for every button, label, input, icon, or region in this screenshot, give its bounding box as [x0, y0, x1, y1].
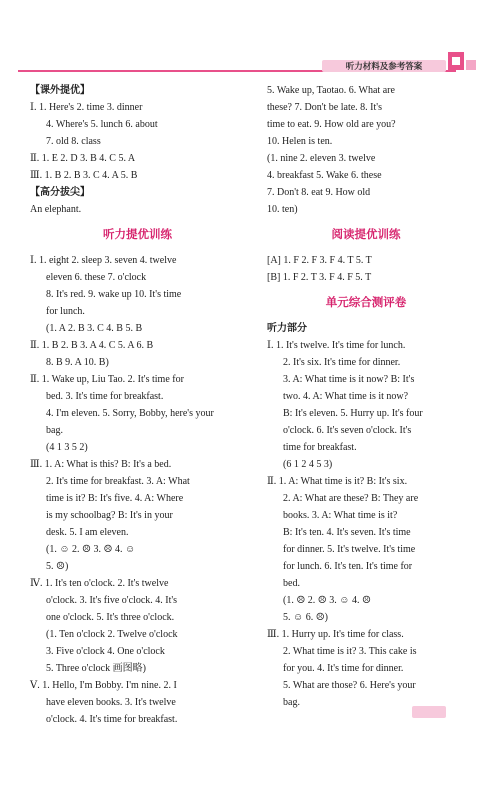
- left-line: Ⅳ. 1. It's ten o'clock. 2. It's twelve: [30, 578, 169, 589]
- right-line: Ⅰ. 1. It's twelve. It's time for lunch.: [267, 340, 406, 351]
- left-line: 5. ☹): [46, 561, 69, 572]
- left-line: (1. A 2. B 3. C 4. B 5. B: [46, 323, 143, 334]
- right-line: B: It's eleven. 5. Hurry up. It's four: [283, 408, 423, 419]
- left-line: (1. ☺ 2. ☹ 3. ☹ 4. ☺: [46, 544, 136, 555]
- left-line: bag.: [46, 425, 63, 436]
- left-line: An elephant.: [30, 204, 82, 215]
- page-number-tab: [412, 706, 446, 718]
- left-line: is my schoolbag? B: It's in your: [46, 510, 173, 521]
- left-line: 【高分拔尖】: [30, 187, 90, 198]
- left-line: eleven 6. these 7. o'clock: [46, 272, 147, 283]
- right-line: 单元综合测评卷: [325, 297, 407, 309]
- left-line: 2. It's time for breakfast. 3. A: What: [46, 476, 190, 487]
- right-line: time to eat. 9. How old are you?: [267, 119, 396, 130]
- left-line: Ⅱ. 1. B 2. B 3. A 4. C 5. A 6. B: [30, 340, 154, 351]
- left-line: Ⅴ. 1. Hello, I'm Bobby. I'm nine. 2. I: [30, 680, 177, 691]
- right-line: books. 3. A: What time is it?: [283, 510, 398, 521]
- left-line: for lunch.: [46, 306, 85, 317]
- left-line: Ⅲ. 1. B 2. B 3. C 4. A 5. B: [30, 170, 138, 181]
- right-line: 2. What time is it? 3. This cake is: [283, 646, 417, 657]
- left-line: desk. 5. I am eleven.: [46, 527, 129, 538]
- left-line: 【课外提优】: [30, 85, 90, 96]
- right-line: o'clock. 6. It's seven o'clock. It's: [283, 425, 412, 436]
- right-line: (1. nine 2. eleven 3. twelve: [267, 153, 376, 164]
- right-line: two. 4. A: What time is it now?: [283, 391, 409, 402]
- left-line: 4. I'm eleven. 5. Sorry, Bobby, here's your: [46, 408, 214, 419]
- left-line: 7. old 8. class: [46, 136, 101, 147]
- right-line: bag.: [283, 697, 300, 708]
- right-line: 5. Wake up, Taotao. 6. What are: [267, 85, 395, 96]
- right-line: Ⅲ. 1. Hurry up. It's time for class.: [267, 629, 404, 640]
- right-line: Ⅱ. 1. A: What time is it? B: It's six.: [267, 476, 408, 487]
- right-line: [A] 1. F 2. F 3. F 4. T 5. T: [267, 255, 372, 266]
- right-line: these? 7. Don't be late. 8. It's: [267, 102, 382, 113]
- right-line: 2. It's six. It's time for dinner.: [283, 357, 401, 368]
- left-line: Ⅲ. 1. A: What is this? B: It's a bed.: [30, 459, 172, 470]
- left-line: one o'clock. 5. It's three o'clock.: [46, 612, 175, 623]
- left-line: (4 1 3 5 2): [46, 442, 88, 453]
- right-line: 阅读提优训练: [331, 229, 401, 241]
- header-logo-icon: [448, 52, 464, 70]
- right-line: for you. 4. It's time for dinner.: [283, 663, 404, 674]
- left-line: o'clock. 3. It's five o'clock. 4. It's: [46, 595, 178, 606]
- right-line: 听力部分: [267, 323, 307, 334]
- header-accent-icon: [466, 60, 476, 70]
- left-line: time is it? B: It's five. 4. A: Where: [46, 493, 184, 504]
- left-line: 听力提优训练: [103, 229, 172, 241]
- left-line: 3. Five o'clock 4. One o'clock: [46, 646, 165, 657]
- right-line: bed.: [283, 578, 300, 589]
- right-line: 10. Helen is ten.: [267, 136, 333, 147]
- left-line: have eleven books. 3. It's twelve: [46, 697, 176, 708]
- left-line: o'clock. 4. It's time for breakfast.: [46, 714, 178, 725]
- right-line: (1. ☹ 2. ☹ 3. ☺ 4. ☹: [283, 595, 371, 606]
- left-line: Ⅰ. 1. Here's 2. time 3. dinner: [30, 102, 143, 113]
- right-line: (6 1 2 4 5 3): [283, 459, 333, 470]
- right-line: 7. Don't 8. eat 9. How old: [267, 187, 371, 198]
- right-line: 10. ten): [267, 204, 298, 215]
- left-line: Ⅱ. 1. Wake up, Liu Tao. 2. It's time for: [30, 374, 184, 385]
- left-line: (1. Ten o'clock 2. Twelve o'clock: [46, 629, 178, 640]
- right-line: 5. What are those? 6. Here's your: [283, 680, 416, 691]
- left-line: 8. B 9. A 10. B): [46, 357, 109, 368]
- right-line: for dinner. 5. It's twelve. It's time: [283, 544, 416, 555]
- right-line: for lunch. 6. It's ten. It's time for: [283, 561, 413, 572]
- right-line: 3. A: What time is it now? B: It's: [283, 374, 415, 385]
- right-column: [267, 82, 465, 711]
- left-line: 4. Where's 5. lunch 6. about: [46, 119, 158, 130]
- right-line: [B] 1. F 2. T 3. F 4. F 5. T: [267, 272, 372, 283]
- left-column: [30, 82, 245, 728]
- right-line: 4. breakfast 5. Wake 6. these: [267, 170, 382, 181]
- left-line: 5. Three o'clock 画图略): [46, 663, 146, 674]
- right-line: time for breakfast.: [283, 442, 357, 453]
- left-line: Ⅱ. 1. E 2. D 3. B 4. C 5. A: [30, 153, 136, 164]
- left-line: 8. It's red. 9. wake up 10. It's time: [46, 289, 182, 300]
- right-line: 2. A: What are these? B: They are: [283, 493, 419, 504]
- header-tab: 听力材料及参考答案: [322, 60, 446, 72]
- left-line: Ⅰ. 1. eight 2. sleep 3. seven 4. twelve: [30, 255, 177, 266]
- right-line: 5. ☺ 6. ☹): [283, 612, 329, 623]
- right-line: B: It's ten. 4. It's seven. It's time: [283, 527, 411, 538]
- left-line: bed. 3. It's time for breakfast.: [46, 391, 164, 402]
